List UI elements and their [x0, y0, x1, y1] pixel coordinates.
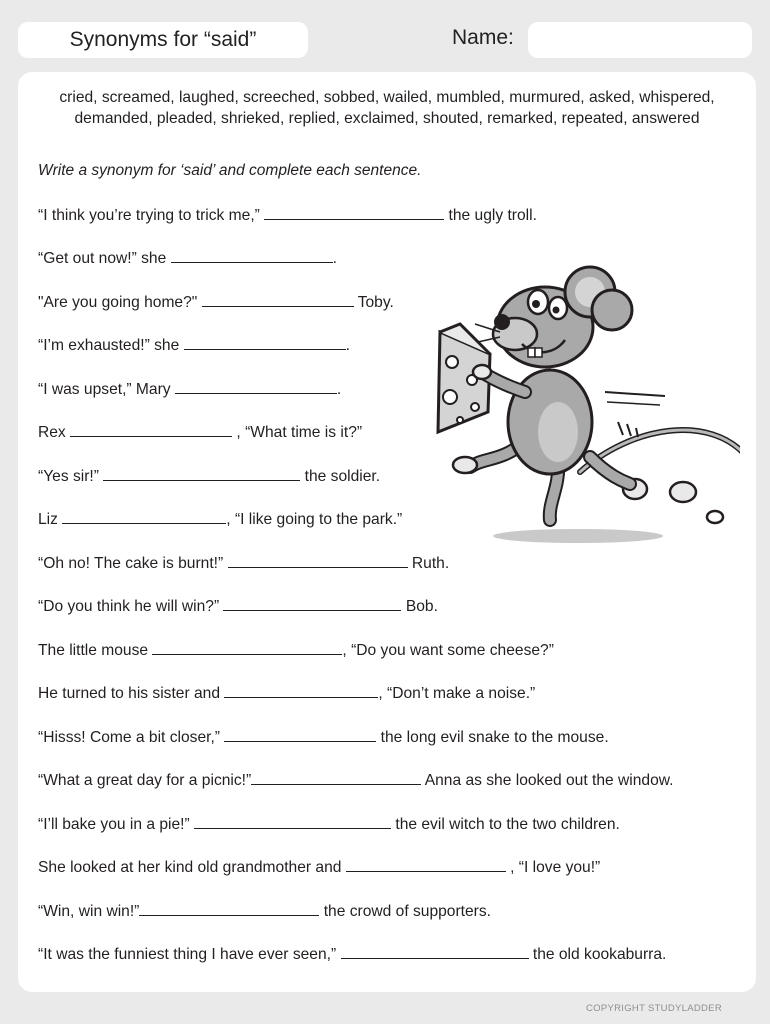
sentence-text: Bob.: [405, 598, 438, 615]
sentence-text: , “Do you want some cheese?”: [342, 642, 554, 659]
answer-blank[interactable]: [62, 509, 226, 524]
sentence-text: Rex: [38, 424, 66, 441]
word-bank-line: demanded, pleaded, shrieked, replied, exclaimed, shouted, remarked, repeated, answered: [74, 110, 700, 127]
sentence-text: The little mouse: [38, 642, 149, 659]
sentence-text: “Oh no! The cake is burnt!”: [38, 555, 224, 572]
answer-blank[interactable]: [70, 422, 232, 437]
sentence-18: [38, 944, 666, 964]
sentence-text: Anna as she looked out the window.: [424, 772, 674, 789]
sentence-12: [38, 683, 535, 703]
answer-blank[interactable]: [184, 335, 346, 350]
name-field[interactable]: [528, 22, 752, 58]
sentence-2: [38, 248, 337, 268]
sentence-text: .: [332, 250, 337, 267]
sentence-text: Toby.: [357, 294, 394, 311]
sentence-text: Ruth.: [411, 555, 450, 572]
sentence-text: “Win, win win!”: [38, 903, 140, 920]
title-text: Synonyms for “said”: [69, 28, 257, 51]
sentence-5: [38, 379, 341, 399]
sentence-text: the old kookaburra.: [532, 946, 667, 963]
sentence-text: Liz: [38, 511, 58, 528]
answer-blank[interactable]: [264, 205, 444, 220]
sentence-15: [38, 814, 620, 834]
sentence-text: “I’ll bake you in a pie!”: [38, 816, 190, 833]
answer-blank[interactable]: [194, 814, 391, 829]
answer-blank[interactable]: [202, 292, 354, 307]
answer-blank[interactable]: [341, 944, 529, 959]
sentence-14: [38, 770, 674, 790]
sentence-7: [38, 466, 380, 486]
sentence-text: “Get out now!” she: [38, 250, 167, 267]
sentence-3: [38, 292, 394, 312]
answer-blank[interactable]: [224, 727, 376, 742]
answer-blank[interactable]: [224, 683, 378, 698]
sentence-text: the evil witch to the two children.: [395, 816, 620, 833]
sentence-16: [38, 857, 600, 877]
answer-blank[interactable]: [171, 248, 333, 263]
sentence-1: [38, 205, 537, 225]
answer-blank[interactable]: [346, 857, 506, 872]
sentence-text: the crowd of supporters.: [323, 903, 492, 920]
sentence-text: , “Don’t make a noise.”: [378, 685, 536, 702]
answer-blank[interactable]: [152, 640, 342, 655]
sentence-text: .: [336, 381, 342, 398]
sentence-text: the soldier.: [304, 468, 381, 485]
mouse-with-cheese-icon: [430, 262, 740, 552]
sentence-text: the long evil snake to the mouse.: [380, 729, 609, 746]
sentence-4: [38, 335, 350, 355]
answer-blank[interactable]: [103, 466, 300, 481]
worksheet-title: [18, 22, 308, 58]
answer-blank[interactable]: [251, 770, 421, 785]
sentence-text: “Do you think he will win?”: [38, 598, 220, 615]
sentence-13: [38, 727, 609, 747]
sentence-text: He turned to his sister and: [38, 685, 221, 702]
sentence-text: “What a great day for a picnic!”: [38, 772, 252, 789]
sentence-text: , “I love you!”: [510, 859, 601, 876]
copyright-text: COPYRIGHT STUDYLADDER: [586, 1003, 722, 1014]
answer-blank[interactable]: [139, 901, 319, 916]
sentence-text: “I’m exhausted!” she: [38, 337, 180, 354]
sentence-text: "Are you going home?": [38, 294, 198, 311]
sentence-8: [38, 509, 402, 529]
sentence-text: “It was the funniest thing I have ever seen,”: [38, 946, 337, 963]
sentence-10: [38, 596, 438, 616]
sentence-17: [38, 901, 491, 921]
sentence-text: She looked at her kind old grandmother and: [38, 859, 342, 876]
word-bank-line: cried, screamed, laughed, screeched, sobbed, wailed, mumbled, murmured, asked, whispered,: [59, 89, 715, 106]
word-bank: [18, 87, 756, 129]
sentence-text: “Yes sir!”: [38, 468, 99, 485]
sentence-text: , “What time is it?”: [236, 424, 363, 441]
sentence-text: “I think you’re trying to trick me,”: [38, 207, 260, 224]
answer-blank[interactable]: [175, 379, 337, 394]
sentence-text: “Hisss! Come a bit closer,”: [38, 729, 220, 746]
sentence-6: [38, 422, 362, 442]
name-label: Name:: [452, 26, 514, 49]
answer-blank[interactable]: [223, 596, 401, 611]
sentence-9: [38, 553, 449, 573]
instruction: Write a synonym for ‘said’ and complete each sentence.: [38, 162, 422, 179]
sentence-text: the ugly troll.: [448, 207, 537, 224]
sentence-11: [38, 640, 554, 660]
sentence-text: , “I like going to the park.”: [226, 511, 403, 528]
answer-blank[interactable]: [228, 553, 408, 568]
sentence-text: .: [345, 337, 350, 354]
sentence-text: “I was upset,” Mary: [38, 381, 171, 398]
